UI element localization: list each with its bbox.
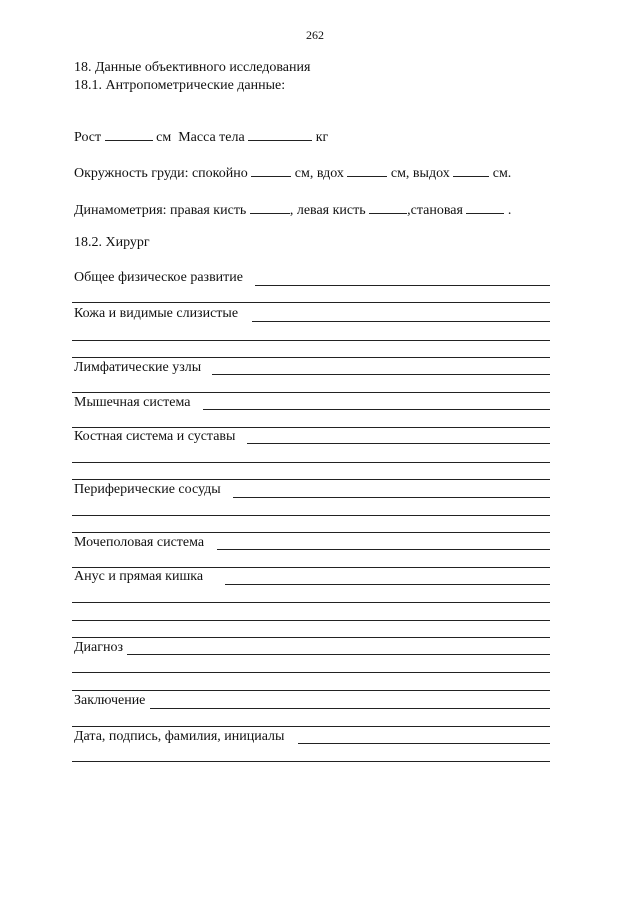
- field-line[interactable]: [72, 532, 550, 533]
- field-line[interactable]: [233, 497, 550, 498]
- field-line[interactable]: [298, 743, 550, 744]
- weight-label: Масса тела: [178, 130, 245, 145]
- field-line[interactable]: [72, 392, 550, 393]
- field-line[interactable]: [217, 549, 550, 550]
- field-line[interactable]: [72, 357, 550, 358]
- dyn-right-label: Динамометрия: правая кисть: [74, 203, 247, 218]
- field-line[interactable]: [72, 302, 550, 303]
- field-line[interactable]: [203, 409, 550, 410]
- page-number: 262: [306, 28, 324, 42]
- section-title: 18. Данные объективного исследования: [74, 60, 311, 75]
- field-label-vessels: Периферические сосуды: [74, 482, 221, 497]
- anthropometry-title: 18.1. Антропометрические данные:: [74, 78, 286, 93]
- field-line[interactable]: [72, 479, 550, 480]
- field-line[interactable]: [72, 761, 550, 762]
- field-line[interactable]: [72, 726, 550, 727]
- chest-rest-field[interactable]: [251, 163, 291, 177]
- chest-exhale-field[interactable]: [453, 163, 489, 177]
- dyn-right-field[interactable]: [250, 200, 290, 214]
- chest-end: см.: [492, 166, 512, 181]
- dyn-stan-label: ,становая: [407, 203, 463, 218]
- field-label-urogenital: Мочеполовая система: [74, 535, 205, 550]
- dyn-end: .: [507, 203, 512, 218]
- field-line[interactable]: [72, 602, 550, 603]
- chest-exhale-label: см, выдох: [390, 166, 450, 181]
- kg-unit: кг: [315, 130, 329, 145]
- height-field[interactable]: [105, 127, 153, 141]
- field-line[interactable]: [72, 620, 550, 621]
- field-line[interactable]: [72, 462, 550, 463]
- field-label-diagnosis: Диагноз: [74, 640, 124, 655]
- chest-inhale-field[interactable]: [347, 163, 387, 177]
- height-weight-row: [74, 127, 328, 145]
- field-label-physical: Общее физическое развитие: [74, 270, 243, 285]
- field-label-anus: Анус и прямая кишка: [74, 569, 204, 584]
- field-line[interactable]: [150, 708, 550, 709]
- field-line[interactable]: [72, 637, 550, 638]
- field-line[interactable]: [247, 443, 550, 444]
- dyn-left-label: , левая кисть: [289, 203, 366, 218]
- dynamometry-row: [74, 200, 511, 218]
- field-label-skin: Кожа и видимые слизистые: [74, 306, 239, 321]
- field-label-muscle: Мышечная система: [74, 395, 191, 410]
- field-label-signature: Дата, подпись, фамилия, инициалы: [74, 729, 285, 744]
- field-line[interactable]: [255, 285, 550, 286]
- cm-unit: см: [156, 130, 172, 145]
- field-line[interactable]: [72, 340, 550, 341]
- field-line[interactable]: [72, 515, 550, 516]
- height-label: Рост: [74, 130, 102, 145]
- field-line[interactable]: [225, 584, 550, 585]
- field-line[interactable]: [127, 654, 550, 655]
- chest-row: [74, 163, 511, 181]
- field-line[interactable]: [72, 690, 550, 691]
- dyn-stan-field[interactable]: [466, 200, 504, 214]
- field-label-lymph: Лимфатические узлы: [74, 360, 202, 375]
- chest-inhale-label: см, вдох: [294, 166, 344, 181]
- weight-field[interactable]: [248, 127, 312, 141]
- chest-label: Окружность груди: спокойно: [74, 166, 248, 181]
- field-line[interactable]: [252, 321, 550, 322]
- field-line[interactable]: [72, 567, 550, 568]
- field-label-conclusion: Заключение: [74, 693, 146, 708]
- dyn-left-field[interactable]: [369, 200, 407, 214]
- surgeon-title: 18.2. Хирург: [74, 235, 150, 250]
- field-line[interactable]: [212, 374, 550, 375]
- field-label-bone: Костная система и суставы: [74, 429, 236, 444]
- field-line[interactable]: [72, 672, 550, 673]
- field-line[interactable]: [72, 427, 550, 428]
